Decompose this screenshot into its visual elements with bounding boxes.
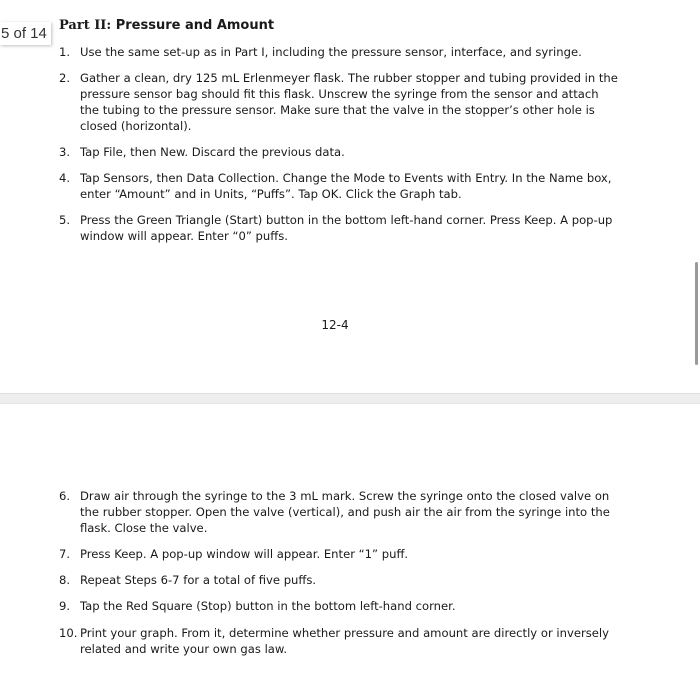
step-8 (59, 573, 619, 589)
step-text: Draw air through the syringe to the 3 mL mark. Screw the syringe onto the closed valve on the rubber stopper. Open the valve (vertical), and push air the air from the syringe into the flask. Close the valve. (80, 489, 610, 535)
step-5 (59, 213, 619, 245)
step-text: Print your graph. From it, determine whether pressure and amount are directly or inversely related and write your own gas law. (80, 625, 609, 656)
page-number: 12-4 (321, 318, 349, 332)
step-number: 5. (59, 213, 71, 228)
steps-list-part-two (59, 489, 619, 668)
section-title-text: Pressure and Amount (111, 18, 275, 33)
step-text: Repeat Steps 6-7 for a total of five puffs. (80, 573, 317, 588)
page-separator (0, 393, 700, 404)
step-number: 10. (59, 625, 78, 640)
step-7 (59, 547, 619, 563)
step-number: 6. (59, 489, 71, 503)
step-9 (59, 599, 619, 615)
step-number: 7. (59, 546, 71, 561)
section-title (59, 18, 274, 33)
step-text: Use the same set-up as in Part I, including the pressure sensor, interface, and syringe. (80, 45, 582, 59)
step-number: 1. (59, 45, 71, 59)
section-title-part: Part II: (59, 18, 112, 33)
step-number: 9. (59, 599, 71, 614)
step-1 (59, 45, 619, 61)
step-text: Press the Green Triangle (Start) button in the bottom left-hand corner. Press Keep. A pop-up window will appear. Enter “0” puffs. (80, 213, 613, 244)
step-text: Tap File, then New. Discard the previous data. (80, 144, 345, 159)
step-text: Tap the Red Square (Stop) button in the bottom left-hand corner. (80, 599, 456, 614)
steps-list-part-one (59, 45, 619, 255)
step-3 (59, 145, 619, 161)
step-text: Tap Sensors, then Data Collection. Change the Mode to Events with Entry. In the Name box, enter “Amount” and in Units, “Puffs”. Tap OK. Click the Graph tab. (80, 171, 612, 202)
next-page (0, 404, 694, 679)
step-number: 8. (59, 573, 71, 588)
step-text: Press Keep. A pop-up window will appear. Enter “1” puff. (80, 546, 409, 561)
step-number: 2. (59, 71, 71, 86)
step-10 (59, 626, 619, 658)
step-6 (59, 489, 619, 536)
step-4 (59, 171, 619, 203)
step-2 (59, 71, 619, 134)
step-number: 4. (59, 171, 71, 186)
page-counter-badge: 5 of 14 (0, 22, 51, 45)
scrollbar-thumb[interactable] (695, 262, 698, 365)
step-number: 3. (59, 144, 71, 159)
step-text: Gather a clean, dry 125 mL Erlenmeyer flask. The rubber stopper and tubing provided in the pressure sensor bag should fit this flask. Unscrew the syringe from the sensor and attach the tubing to the pressure sensor. Make sure that the valve in the stopper’s other hole is closed (horizontal). (80, 71, 618, 133)
